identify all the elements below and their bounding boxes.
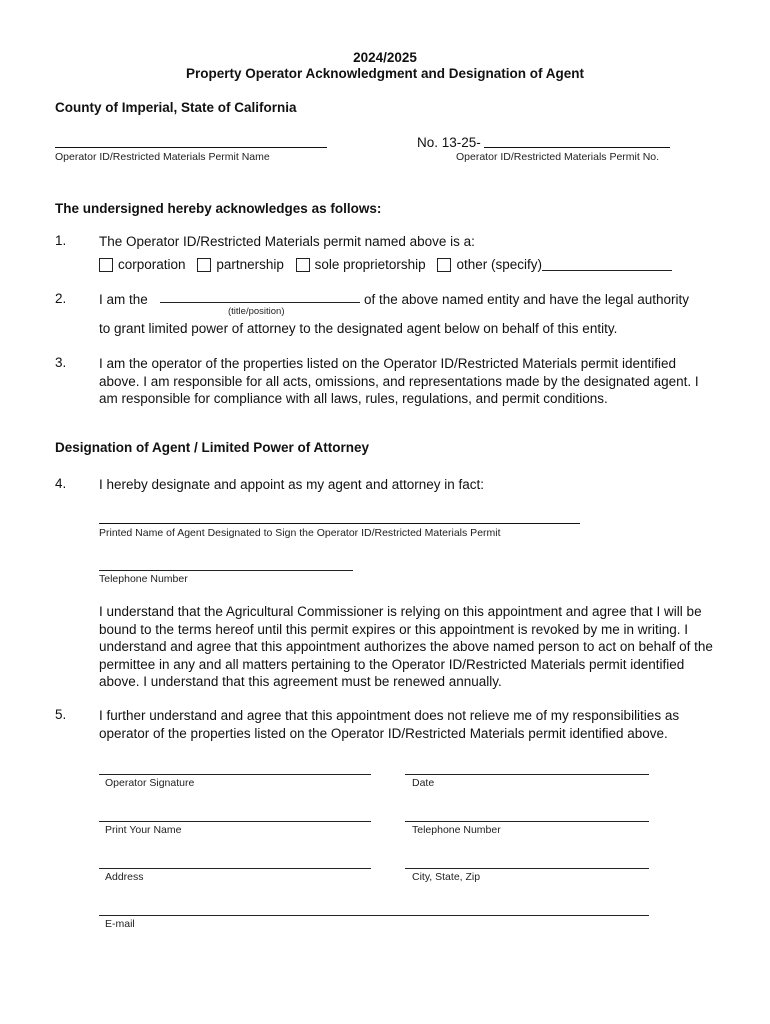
- corporation-label: corporation: [118, 257, 186, 272]
- option-sole-proprietorship[interactable]: [296, 256, 426, 274]
- email-field[interactable]: [99, 915, 649, 916]
- item-1-number: 1.: [55, 233, 67, 248]
- telephone-label: Telephone Number: [412, 824, 501, 836]
- print-name-field[interactable]: [99, 821, 371, 822]
- address-field[interactable]: [99, 868, 371, 869]
- item-3-number: 3.: [55, 355, 67, 370]
- agent-name-label: Printed Name of Agent Designated to Sign the Operator ID/Restricted Materials Permit: [99, 527, 501, 539]
- county-heading: County of Imperial, State of California: [55, 100, 297, 115]
- item-2-number: 2.: [55, 291, 67, 306]
- telephone-field[interactable]: [405, 821, 649, 822]
- permit-name-field[interactable]: [55, 147, 327, 148]
- item-5-text: I further understand and agree that this appointment does not relieve me of my responsibilities as operator of the properties listed on the Operator ID/Restricted Materials permit identified above.: [99, 708, 680, 741]
- agent-phone-label: Telephone Number: [99, 573, 188, 585]
- item-4-number: 4.: [55, 476, 67, 491]
- item-3-text: I am the operator of the properties listed on the Operator ID/Restricted Materials permit identified above. I am responsible for all acts, omissions, and representations made by the designated agent. I am responsible for compliance with all laws, rules, regulations, and permit conditions.: [99, 356, 699, 406]
- other-specify-field[interactable]: [542, 258, 672, 271]
- agent-phone-field[interactable]: [99, 570, 353, 571]
- option-other[interactable]: [437, 256, 672, 274]
- title-position-label: (title/position): [228, 306, 285, 317]
- date-field[interactable]: [405, 774, 649, 775]
- city-state-zip-label: City, State, Zip: [412, 871, 481, 883]
- sole-proprietorship-label: sole proprietorship: [314, 257, 426, 272]
- entity-type-options: [99, 256, 672, 276]
- sole-proprietorship-checkbox[interactable]: [296, 258, 310, 272]
- item-2-line-2: to grant limited power of attorney to the designated agent below on behalf of this entity.: [99, 321, 618, 336]
- permit-number-field[interactable]: [484, 147, 670, 148]
- permit-name-label: Operator ID/Restricted Materials Permit Name: [55, 151, 270, 163]
- partnership-label: partnership: [216, 257, 284, 272]
- email-label: E-mail: [105, 918, 135, 930]
- city-state-zip-field[interactable]: [405, 868, 649, 869]
- item-1-text: The Operator ID/Restricted Materials permit named above is a:: [99, 234, 475, 249]
- corporation-checkbox[interactable]: [99, 258, 113, 272]
- permit-number-label: Operator ID/Restricted Materials Permit No.: [456, 151, 660, 163]
- designation-heading: Designation of Agent / Limited Power of Attorney: [55, 440, 370, 455]
- operator-signature-field[interactable]: [99, 774, 371, 775]
- print-name-label: Print Your Name: [105, 824, 182, 836]
- form-title: Property Operator Acknowledgment and Designation of Agent: [185, 66, 585, 81]
- address-label: Address: [105, 871, 144, 883]
- partnership-checkbox[interactable]: [197, 258, 211, 272]
- date-label: Date: [412, 777, 435, 789]
- other-checkbox[interactable]: [437, 258, 451, 272]
- agent-name-field[interactable]: [99, 523, 580, 524]
- item-4-text: I hereby designate and appoint as my agent and attorney in fact:: [99, 477, 485, 492]
- form-year: 2024/2025: [353, 50, 417, 65]
- item-2-text-before: I am the: [99, 292, 148, 307]
- item-4-paragraph: I understand that the Agricultural Commissioner is relying on this appointment and agree that I will be bound to the terms hereof until this permit expires or this appointment is revoked by me in writing. I understand and agree that this appointment authorizes the above named person to act on behalf of the permittee in any and all matters pertaining to the Operator ID/Restricted Materials permit identified above. I understand that this agreement must be renewed annually.: [99, 604, 713, 689]
- title-position-field[interactable]: [160, 302, 360, 303]
- option-partnership[interactable]: [197, 256, 284, 274]
- permit-number-prefix: No. 13-25-: [417, 135, 481, 150]
- operator-signature-label: Operator Signature: [105, 777, 195, 789]
- option-corporation[interactable]: [99, 256, 186, 274]
- item-5-number: 5.: [55, 707, 67, 722]
- item-2-text-after: of the above named entity and have the legal authority: [364, 292, 689, 307]
- acknowledge-heading: The undersigned hereby acknowledges as follows:: [55, 201, 382, 216]
- other-label: other (specify): [456, 257, 542, 272]
